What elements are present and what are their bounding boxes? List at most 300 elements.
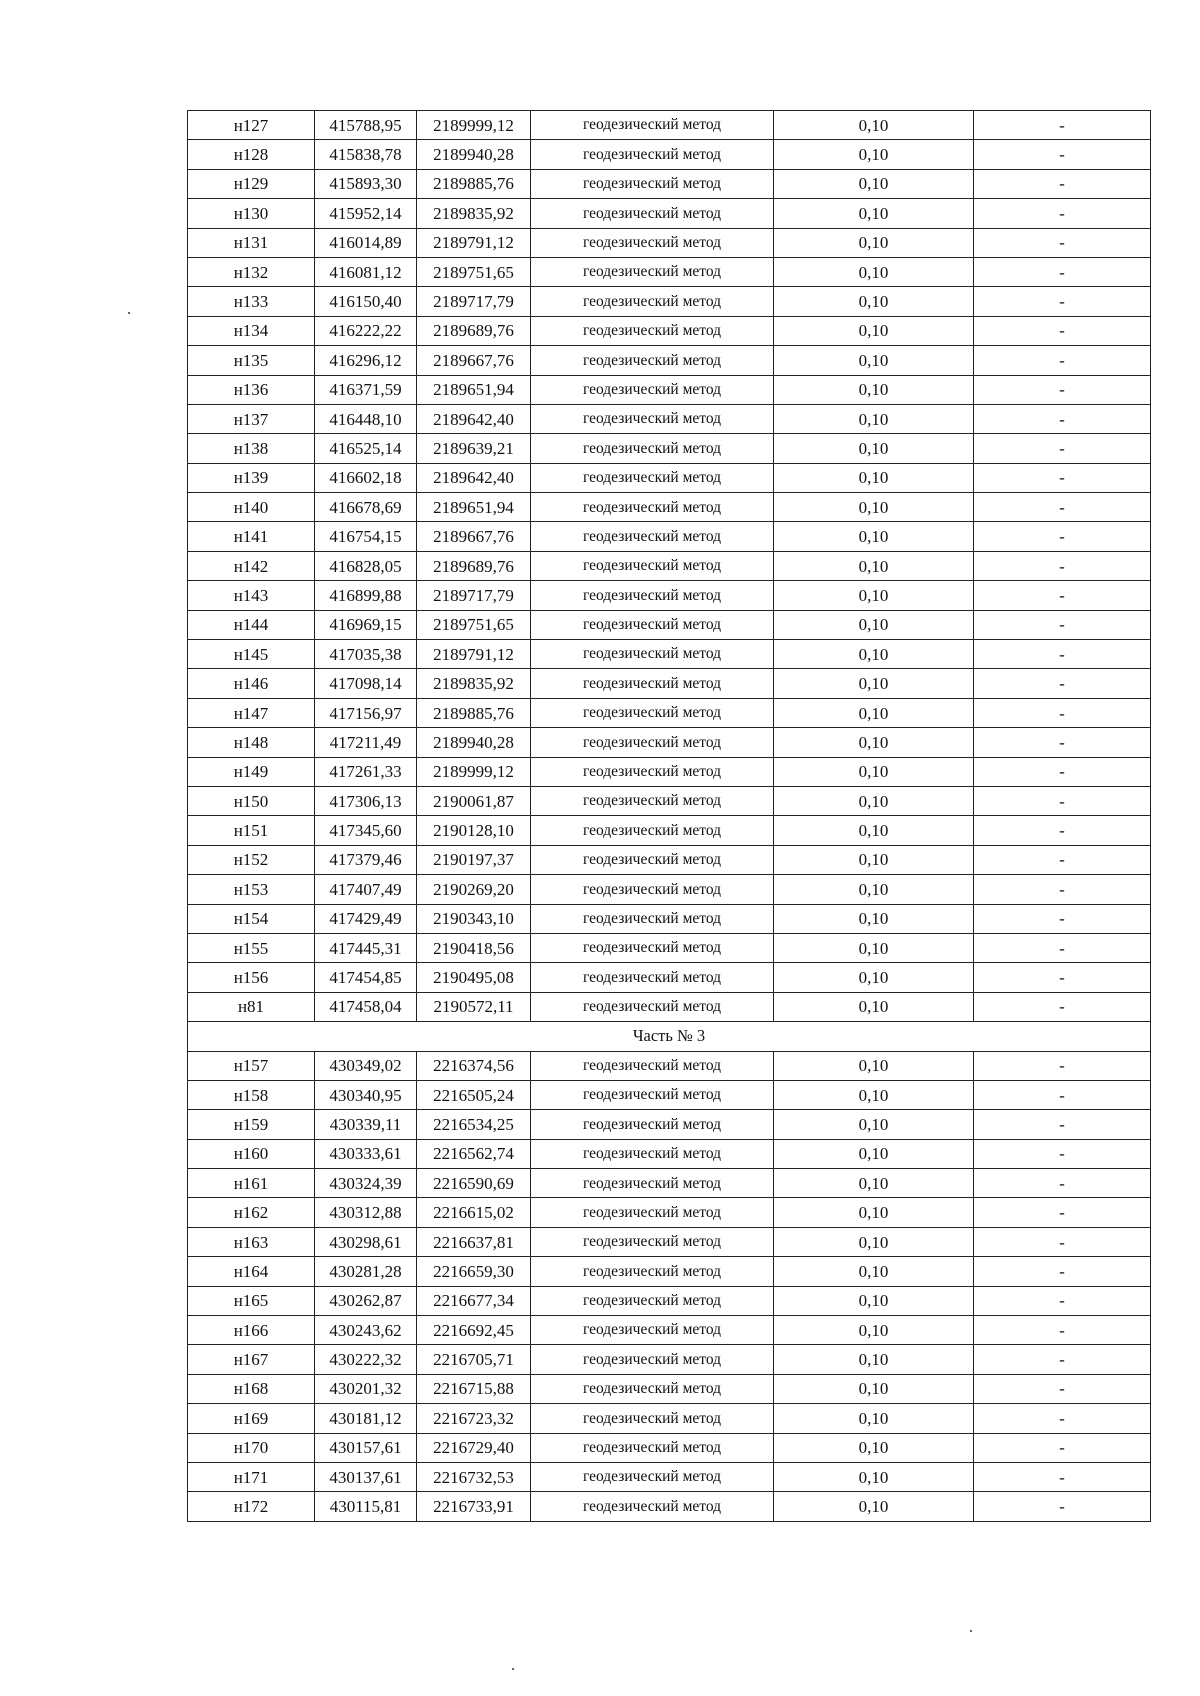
method-cell: геодезический метод (531, 316, 774, 345)
y-coordinate-cell: 2190269,20 (417, 875, 531, 904)
accuracy-cell: 0,10 (774, 463, 974, 492)
point-id-cell: н147 (188, 698, 315, 727)
note-cell: - (974, 1433, 1151, 1462)
point-id-cell: н128 (188, 140, 315, 169)
point-id-cell: н153 (188, 875, 315, 904)
note-cell: - (974, 257, 1151, 286)
x-coordinate-cell: 417035,38 (315, 640, 417, 669)
x-coordinate-cell: 430201,32 (315, 1374, 417, 1403)
accuracy-cell: 0,10 (774, 111, 974, 140)
x-coordinate-cell: 417345,60 (315, 816, 417, 845)
note-cell: - (974, 434, 1151, 463)
point-id-cell: н171 (188, 1462, 315, 1491)
point-id-cell: н139 (188, 463, 315, 492)
scan-speck (128, 312, 130, 314)
y-coordinate-cell: 2189999,12 (417, 111, 531, 140)
y-coordinate-cell: 2216534,25 (417, 1110, 531, 1139)
x-coordinate-cell: 430298,61 (315, 1227, 417, 1256)
x-coordinate-cell: 416150,40 (315, 287, 417, 316)
y-coordinate-cell: 2216590,69 (417, 1169, 531, 1198)
x-coordinate-cell: 415952,14 (315, 199, 417, 228)
note-cell: - (974, 522, 1151, 551)
note-cell: - (974, 1051, 1151, 1080)
point-id-cell: н164 (188, 1257, 315, 1286)
accuracy-cell: 0,10 (774, 640, 974, 669)
x-coordinate-cell: 416899,88 (315, 581, 417, 610)
accuracy-cell: 0,10 (774, 551, 974, 580)
table-row (188, 1198, 1151, 1227)
accuracy-cell: 0,10 (774, 1139, 974, 1168)
table-row (188, 1492, 1151, 1521)
y-coordinate-cell: 2189651,94 (417, 375, 531, 404)
table-row (188, 1169, 1151, 1198)
x-coordinate-cell: 416828,05 (315, 551, 417, 580)
table-row (188, 1080, 1151, 1109)
point-id-cell: н155 (188, 933, 315, 962)
x-coordinate-cell: 430137,61 (315, 1462, 417, 1491)
x-coordinate-cell: 416678,69 (315, 493, 417, 522)
y-coordinate-cell: 2216692,45 (417, 1316, 531, 1345)
point-id-cell: н159 (188, 1110, 315, 1139)
method-cell: геодезический метод (531, 551, 774, 580)
y-coordinate-cell: 2189791,12 (417, 640, 531, 669)
note-cell: - (974, 933, 1151, 962)
table-row (188, 875, 1151, 904)
accuracy-cell: 0,10 (774, 228, 974, 257)
accuracy-cell: 0,10 (774, 1169, 974, 1198)
table-row (188, 728, 1151, 757)
method-cell: геодезический метод (531, 1462, 774, 1491)
table-row (188, 1227, 1151, 1256)
accuracy-cell: 0,10 (774, 493, 974, 522)
y-coordinate-cell: 2216715,88 (417, 1374, 531, 1403)
point-id-cell: н135 (188, 346, 315, 375)
method-cell: геодезический метод (531, 346, 774, 375)
accuracy-cell: 0,10 (774, 786, 974, 815)
point-id-cell: н158 (188, 1080, 315, 1109)
method-cell: геодезический метод (531, 199, 774, 228)
accuracy-cell: 0,10 (774, 992, 974, 1021)
table-row (188, 669, 1151, 698)
x-coordinate-cell: 416448,10 (315, 404, 417, 433)
table-row (188, 375, 1151, 404)
x-coordinate-cell: 416969,15 (315, 610, 417, 639)
table-row (188, 816, 1151, 845)
note-cell: - (974, 1374, 1151, 1403)
method-cell: геодезический метод (531, 1374, 774, 1403)
table-row (188, 434, 1151, 463)
table-row (188, 757, 1151, 786)
table-row (188, 786, 1151, 815)
method-cell: геодезический метод (531, 640, 774, 669)
accuracy-cell: 0,10 (774, 140, 974, 169)
note-cell: - (974, 728, 1151, 757)
y-coordinate-cell: 2190128,10 (417, 816, 531, 845)
y-coordinate-cell: 2189940,28 (417, 728, 531, 757)
method-cell: геодезический метод (531, 1286, 774, 1315)
accuracy-cell: 0,10 (774, 1257, 974, 1286)
y-coordinate-cell: 2189751,65 (417, 257, 531, 286)
x-coordinate-cell: 416296,12 (315, 346, 417, 375)
table-row (188, 845, 1151, 874)
x-coordinate-cell: 430324,39 (315, 1169, 417, 1198)
y-coordinate-cell: 2190418,56 (417, 933, 531, 962)
y-coordinate-cell: 2189642,40 (417, 463, 531, 492)
point-id-cell: н168 (188, 1374, 315, 1403)
y-coordinate-cell: 2189751,65 (417, 610, 531, 639)
y-coordinate-cell: 2189642,40 (417, 404, 531, 433)
y-coordinate-cell: 2216637,81 (417, 1227, 531, 1256)
table-row (188, 522, 1151, 551)
note-cell: - (974, 1139, 1151, 1168)
y-coordinate-cell: 2216659,30 (417, 1257, 531, 1286)
y-coordinate-cell: 2190495,08 (417, 963, 531, 992)
point-id-cell: н131 (188, 228, 315, 257)
accuracy-cell: 0,10 (774, 169, 974, 198)
point-id-cell: н166 (188, 1316, 315, 1345)
method-cell: геодезический метод (531, 522, 774, 551)
y-coordinate-cell: 2216615,02 (417, 1198, 531, 1227)
point-id-cell: н152 (188, 845, 315, 874)
note-cell: - (974, 551, 1151, 580)
y-coordinate-cell: 2216729,40 (417, 1433, 531, 1462)
note-cell: - (974, 992, 1151, 1021)
method-cell: геодезический метод (531, 404, 774, 433)
table-row (188, 1316, 1151, 1345)
table-row (188, 1374, 1151, 1403)
note-cell: - (974, 963, 1151, 992)
y-coordinate-cell: 2189717,79 (417, 287, 531, 316)
note-cell: - (974, 581, 1151, 610)
table-row (188, 581, 1151, 610)
table-row (188, 963, 1151, 992)
note-cell: - (974, 816, 1151, 845)
accuracy-cell: 0,10 (774, 375, 974, 404)
point-id-cell: н140 (188, 493, 315, 522)
table-row (188, 1110, 1151, 1139)
table-row (188, 933, 1151, 962)
point-id-cell: н157 (188, 1051, 315, 1080)
point-id-cell: н163 (188, 1227, 315, 1256)
x-coordinate-cell: 416371,59 (315, 375, 417, 404)
accuracy-cell: 0,10 (774, 346, 974, 375)
table-row (188, 257, 1151, 286)
x-coordinate-cell: 430181,12 (315, 1404, 417, 1433)
accuracy-cell: 0,10 (774, 1404, 974, 1433)
x-coordinate-cell: 417458,04 (315, 992, 417, 1021)
accuracy-cell: 0,10 (774, 1316, 974, 1345)
table-row (188, 199, 1151, 228)
point-id-cell: н145 (188, 640, 315, 669)
y-coordinate-cell: 2189689,76 (417, 316, 531, 345)
point-id-cell: н144 (188, 610, 315, 639)
note-cell: - (974, 1286, 1151, 1315)
table-row (188, 1345, 1151, 1374)
note-cell: - (974, 1198, 1151, 1227)
note-cell: - (974, 1345, 1151, 1374)
method-cell: геодезический метод (531, 933, 774, 962)
note-cell: - (974, 1492, 1151, 1521)
coordinates-table-body (188, 111, 1151, 1522)
note-cell: - (974, 1227, 1151, 1256)
method-cell: геодезический метод (531, 463, 774, 492)
x-coordinate-cell: 416222,22 (315, 316, 417, 345)
note-cell: - (974, 757, 1151, 786)
method-cell: геодезический метод (531, 1227, 774, 1256)
note-cell: - (974, 493, 1151, 522)
table-row (188, 169, 1151, 198)
point-id-cell: н138 (188, 434, 315, 463)
method-cell: геодезический метод (531, 257, 774, 286)
note-cell: - (974, 169, 1151, 198)
method-cell: геодезический метод (531, 1316, 774, 1345)
y-coordinate-cell: 2216562,74 (417, 1139, 531, 1168)
x-coordinate-cell: 430333,61 (315, 1139, 417, 1168)
y-coordinate-cell: 2216374,56 (417, 1051, 531, 1080)
point-id-cell: н170 (188, 1433, 315, 1462)
y-coordinate-cell: 2216705,71 (417, 1345, 531, 1374)
table-row (188, 493, 1151, 522)
accuracy-cell: 0,10 (774, 610, 974, 639)
y-coordinate-cell: 2189689,76 (417, 551, 531, 580)
note-cell: - (974, 1257, 1151, 1286)
x-coordinate-cell: 417407,49 (315, 875, 417, 904)
method-cell: геодезический метод (531, 169, 774, 198)
table-row (188, 992, 1151, 1021)
method-cell: геодезический метод (531, 1404, 774, 1433)
accuracy-cell: 0,10 (774, 316, 974, 345)
table-row (188, 1404, 1151, 1433)
accuracy-cell: 0,10 (774, 728, 974, 757)
method-cell: геодезический метод (531, 610, 774, 639)
method-cell: геодезический метод (531, 228, 774, 257)
accuracy-cell: 0,10 (774, 1492, 974, 1521)
table-row (188, 1433, 1151, 1462)
section-title: Часть № 3 (188, 1022, 1151, 1051)
table-row (188, 1139, 1151, 1168)
method-cell: геодезический метод (531, 493, 774, 522)
table-row (188, 610, 1151, 639)
x-coordinate-cell: 430339,11 (315, 1110, 417, 1139)
x-coordinate-cell: 417454,85 (315, 963, 417, 992)
accuracy-cell: 0,10 (774, 199, 974, 228)
note-cell: - (974, 346, 1151, 375)
method-cell: геодезический метод (531, 963, 774, 992)
method-cell: геодезический метод (531, 1198, 774, 1227)
method-cell: геодезический метод (531, 757, 774, 786)
accuracy-cell: 0,10 (774, 933, 974, 962)
x-coordinate-cell: 430243,62 (315, 1316, 417, 1345)
method-cell: геодезический метод (531, 992, 774, 1021)
method-cell: геодезический метод (531, 434, 774, 463)
note-cell: - (974, 375, 1151, 404)
y-coordinate-cell: 2216733,91 (417, 1492, 531, 1521)
method-cell: геодезический метод (531, 875, 774, 904)
accuracy-cell: 0,10 (774, 845, 974, 874)
table-row (188, 1257, 1151, 1286)
method-cell: геодезический метод (531, 698, 774, 727)
x-coordinate-cell: 417445,31 (315, 933, 417, 962)
x-coordinate-cell: 415893,30 (315, 169, 417, 198)
accuracy-cell: 0,10 (774, 1198, 974, 1227)
x-coordinate-cell: 415838,78 (315, 140, 417, 169)
table-row (188, 140, 1151, 169)
point-id-cell: н129 (188, 169, 315, 198)
table-row (188, 904, 1151, 933)
x-coordinate-cell: 417306,13 (315, 786, 417, 815)
y-coordinate-cell: 2216723,32 (417, 1404, 531, 1433)
method-cell: геодезический метод (531, 1492, 774, 1521)
method-cell: геодезический метод (531, 728, 774, 757)
x-coordinate-cell: 417429,49 (315, 904, 417, 933)
method-cell: геодезический метод (531, 816, 774, 845)
method-cell: геодезический метод (531, 375, 774, 404)
scan-speck (970, 1630, 972, 1632)
x-coordinate-cell: 417211,49 (315, 728, 417, 757)
table-row (188, 698, 1151, 727)
coordinates-table (187, 110, 1151, 1522)
method-cell: геодезический метод (531, 1169, 774, 1198)
accuracy-cell: 0,10 (774, 1374, 974, 1403)
method-cell: геодезический метод (531, 111, 774, 140)
y-coordinate-cell: 2216677,34 (417, 1286, 531, 1315)
point-id-cell: н141 (188, 522, 315, 551)
y-coordinate-cell: 2190061,87 (417, 786, 531, 815)
accuracy-cell: 0,10 (774, 963, 974, 992)
y-coordinate-cell: 2216732,53 (417, 1462, 531, 1491)
method-cell: геодезический метод (531, 845, 774, 874)
y-coordinate-cell: 2189999,12 (417, 757, 531, 786)
point-id-cell: н161 (188, 1169, 315, 1198)
table-row (188, 1051, 1151, 1080)
accuracy-cell: 0,10 (774, 875, 974, 904)
x-coordinate-cell: 417098,14 (315, 669, 417, 698)
y-coordinate-cell: 2190343,10 (417, 904, 531, 933)
y-coordinate-cell: 2189651,94 (417, 493, 531, 522)
accuracy-cell: 0,10 (774, 287, 974, 316)
note-cell: - (974, 875, 1151, 904)
y-coordinate-cell: 2189639,21 (417, 434, 531, 463)
point-id-cell: н133 (188, 287, 315, 316)
note-cell: - (974, 1110, 1151, 1139)
note-cell: - (974, 316, 1151, 345)
note-cell: - (974, 1080, 1151, 1109)
point-id-cell: н150 (188, 786, 315, 815)
y-coordinate-cell: 2190197,37 (417, 845, 531, 874)
point-id-cell: н148 (188, 728, 315, 757)
note-cell: - (974, 287, 1151, 316)
y-coordinate-cell: 2189835,92 (417, 199, 531, 228)
method-cell: геодезический метод (531, 1110, 774, 1139)
y-coordinate-cell: 2189667,76 (417, 346, 531, 375)
accuracy-cell: 0,10 (774, 669, 974, 698)
point-id-cell: н132 (188, 257, 315, 286)
note-cell: - (974, 1169, 1151, 1198)
accuracy-cell: 0,10 (774, 1286, 974, 1315)
y-coordinate-cell: 2189667,76 (417, 522, 531, 551)
note-cell: - (974, 199, 1151, 228)
section-row (188, 1022, 1151, 1051)
y-coordinate-cell: 2190572,11 (417, 992, 531, 1021)
accuracy-cell: 0,10 (774, 1051, 974, 1080)
y-coordinate-cell: 2189835,92 (417, 669, 531, 698)
x-coordinate-cell: 415788,95 (315, 111, 417, 140)
note-cell: - (974, 904, 1151, 933)
table-row (188, 640, 1151, 669)
point-id-cell: н160 (188, 1139, 315, 1168)
accuracy-cell: 0,10 (774, 816, 974, 845)
x-coordinate-cell: 430115,81 (315, 1492, 417, 1521)
point-id-cell: н154 (188, 904, 315, 933)
point-id-cell: н136 (188, 375, 315, 404)
x-coordinate-cell: 430157,61 (315, 1433, 417, 1462)
method-cell: геодезический метод (531, 1257, 774, 1286)
accuracy-cell: 0,10 (774, 1110, 974, 1139)
point-id-cell: н127 (188, 111, 315, 140)
x-coordinate-cell: 416525,14 (315, 434, 417, 463)
table-row (188, 316, 1151, 345)
x-coordinate-cell: 416081,12 (315, 257, 417, 286)
point-id-cell: н156 (188, 963, 315, 992)
scan-speck (512, 1668, 514, 1670)
method-cell: геодезический метод (531, 581, 774, 610)
method-cell: геодезический метод (531, 904, 774, 933)
note-cell: - (974, 1462, 1151, 1491)
table-row (188, 463, 1151, 492)
table-row (188, 111, 1151, 140)
point-id-cell: н143 (188, 581, 315, 610)
table-row (188, 1286, 1151, 1315)
y-coordinate-cell: 2189717,79 (417, 581, 531, 610)
accuracy-cell: 0,10 (774, 404, 974, 433)
point-id-cell: н81 (188, 992, 315, 1021)
accuracy-cell: 0,10 (774, 698, 974, 727)
table-row (188, 346, 1151, 375)
note-cell: - (974, 228, 1151, 257)
method-cell: геодезический метод (531, 1345, 774, 1374)
y-coordinate-cell: 2189791,12 (417, 228, 531, 257)
x-coordinate-cell: 417379,46 (315, 845, 417, 874)
x-coordinate-cell: 416014,89 (315, 228, 417, 257)
point-id-cell: н162 (188, 1198, 315, 1227)
x-coordinate-cell: 430262,87 (315, 1286, 417, 1315)
note-cell: - (974, 669, 1151, 698)
accuracy-cell: 0,10 (774, 522, 974, 551)
x-coordinate-cell: 416602,18 (315, 463, 417, 492)
note-cell: - (974, 610, 1151, 639)
note-cell: - (974, 1404, 1151, 1433)
accuracy-cell: 0,10 (774, 1080, 974, 1109)
accuracy-cell: 0,10 (774, 257, 974, 286)
point-id-cell: н169 (188, 1404, 315, 1433)
accuracy-cell: 0,10 (774, 1345, 974, 1374)
accuracy-cell: 0,10 (774, 1462, 974, 1491)
point-id-cell: н130 (188, 199, 315, 228)
point-id-cell: н137 (188, 404, 315, 433)
note-cell: - (974, 1316, 1151, 1345)
table-row (188, 1462, 1151, 1491)
note-cell: - (974, 463, 1151, 492)
method-cell: геодезический метод (531, 669, 774, 698)
accuracy-cell: 0,10 (774, 581, 974, 610)
method-cell: геодезический метод (531, 786, 774, 815)
note-cell: - (974, 640, 1151, 669)
accuracy-cell: 0,10 (774, 1227, 974, 1256)
y-coordinate-cell: 2189885,76 (417, 698, 531, 727)
table-row (188, 228, 1151, 257)
point-id-cell: н134 (188, 316, 315, 345)
note-cell: - (974, 845, 1151, 874)
